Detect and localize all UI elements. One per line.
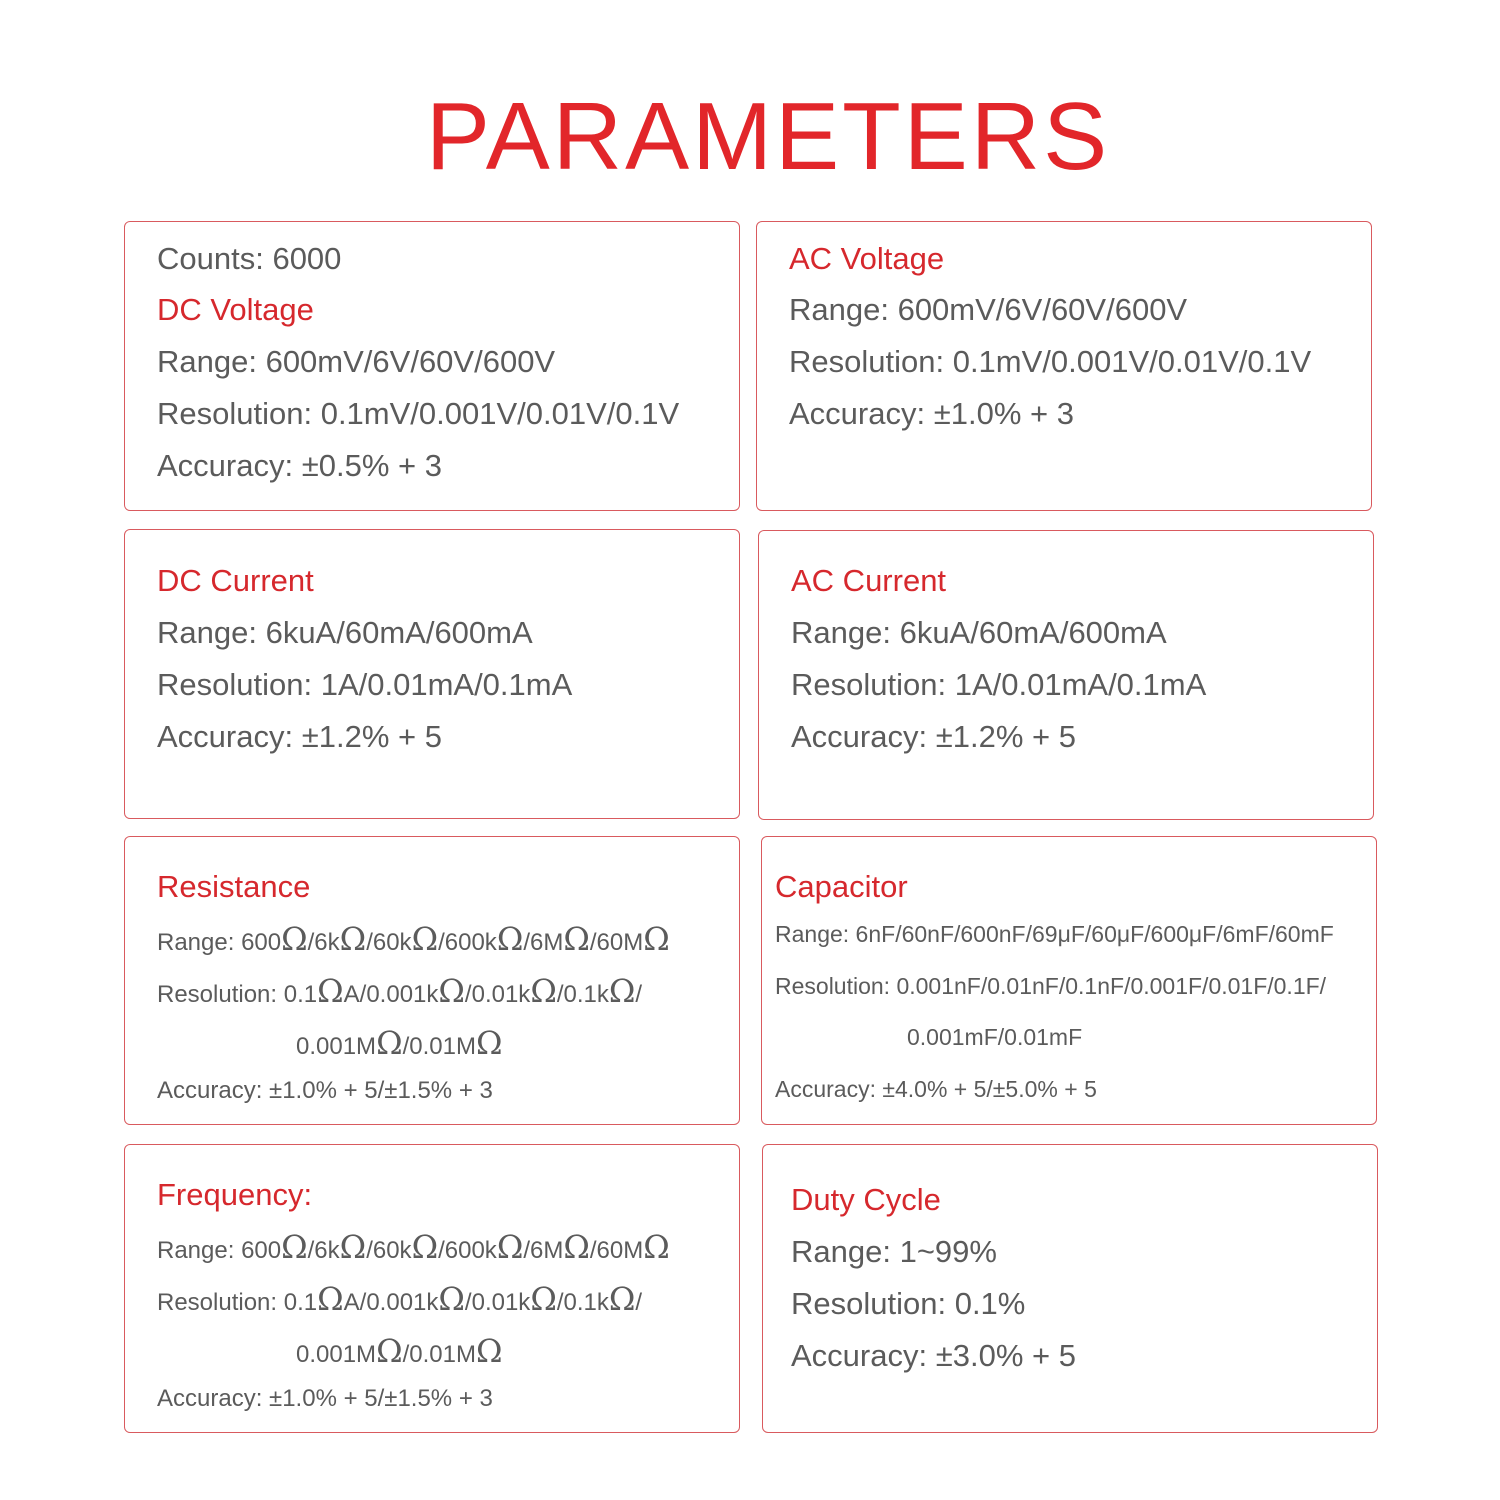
range-label: Range:: [157, 1237, 242, 1264]
resolution-part: /0.1k: [556, 1289, 609, 1316]
resolution-part: /0.01M: [402, 1033, 476, 1060]
ohm-symbol: Ω: [281, 1228, 308, 1266]
resistance-heading: Resistance: [157, 869, 311, 904]
ohm-symbol: Ω: [563, 920, 590, 958]
card-frequency: [124, 1144, 740, 1433]
ohm-symbol: Ω: [411, 920, 439, 958]
ohm-symbol: Ω: [438, 1280, 465, 1318]
ohm-symbol: Ω: [643, 1228, 670, 1266]
ac-voltage-accuracy: Accuracy: ±1.0% + 3: [789, 396, 1074, 431]
frequency-range: [157, 1228, 670, 1266]
dc-voltage-heading: DC Voltage: [157, 292, 314, 327]
ohm-symbol: Ω: [608, 1280, 636, 1318]
frequency-accuracy: Accuracy: ±1.0% + 5/±1.5% + 3: [157, 1385, 493, 1412]
resolution-part: /0.01k: [464, 1289, 531, 1316]
dc-voltage-accuracy: Accuracy: ±0.5% + 3: [157, 448, 442, 483]
ohm-symbol: Ω: [438, 972, 465, 1010]
card-capacitor: [761, 836, 1377, 1125]
capacitor-resolution-line2: 0.001mF/0.01mF: [907, 1024, 1083, 1050]
resolution-part: 0.001M: [296, 1341, 377, 1368]
capacitor-range: Range: 6nF/60nF/600nF/69μF/60μF/600μF/6mF/60mF: [775, 921, 1334, 947]
range-part: /60M: [589, 929, 644, 956]
page-title: PARAMETERS: [425, 83, 1111, 190]
ohm-symbol: Ω: [608, 972, 636, 1010]
resistance-resolution: [157, 972, 643, 1010]
card-ac-current: [758, 530, 1374, 820]
resolution-part: /0.1k: [556, 981, 609, 1008]
ohm-symbol: Ω: [376, 1332, 403, 1370]
ohm-symbol: Ω: [530, 1280, 557, 1318]
ohm-symbol: Ω: [496, 920, 524, 958]
capacitor-heading: Capacitor: [775, 869, 908, 904]
range-part: /6k: [307, 929, 340, 956]
range-part: /6M: [523, 929, 564, 956]
ohm-symbol: Ω: [411, 1228, 439, 1266]
range-part: 600: [241, 929, 282, 956]
frequency-resolution-line2: [296, 1332, 503, 1370]
range-label: Range:: [157, 929, 242, 956]
resolution-part: /0.01M: [402, 1341, 476, 1368]
frequency-resolution: [157, 1280, 643, 1318]
resistance-accuracy: Accuracy: ±1.0% + 5/±1.5% + 3: [157, 1077, 493, 1104]
ohm-symbol: Ω: [376, 1024, 403, 1062]
resolution-part: /: [635, 1289, 643, 1316]
ac-current-heading: AC Current: [791, 563, 947, 598]
range-part: 600: [241, 1237, 282, 1264]
ohm-symbol: Ω: [563, 1228, 590, 1266]
ac-voltage-range: Range: 600mV/6V/60V/600V: [789, 292, 1188, 327]
dc-current-heading: DC Current: [157, 563, 314, 598]
card-resistance: [124, 836, 740, 1125]
range-part: /60M: [589, 1237, 644, 1264]
resolution-label: Resolution:: [157, 1289, 284, 1316]
ac-current-accuracy: Accuracy: ±1.2% + 5: [791, 719, 1076, 754]
ac-voltage-resolution: Resolution: 0.1mV/0.001V/0.01V/0.1V: [789, 344, 1312, 379]
ohm-symbol: Ω: [496, 1228, 524, 1266]
resolution-part: /0.01k: [464, 981, 531, 1008]
ac-voltage-heading: AC Voltage: [789, 241, 945, 276]
ac-current-resolution: Resolution: 1A/0.01mA/0.1mA: [791, 667, 1207, 702]
ohm-symbol: Ω: [317, 1280, 344, 1318]
ohm-symbol: Ω: [317, 972, 344, 1010]
range-part: /6M: [523, 1237, 564, 1264]
counts-text: Counts: 6000: [157, 241, 342, 276]
range-part: /600k: [438, 1237, 497, 1264]
resolution-part: 0.001M: [296, 1033, 377, 1060]
ohm-symbol: Ω: [530, 972, 557, 1010]
frequency-heading: Frequency:: [157, 1177, 313, 1212]
resolution-part: 0.1: [283, 1289, 318, 1316]
resistance-resolution-line2: [296, 1024, 503, 1062]
resolution-part: A/0.001k: [343, 981, 439, 1008]
capacitor-resolution: Resolution: 0.001nF/0.01nF/0.1nF/0.001F/0.01F/0.1F/: [775, 973, 1327, 999]
dc-current-range: Range: 6kuA/60mA/600mA: [157, 615, 533, 650]
card-ac-voltage: [756, 221, 1372, 511]
range-part: /600k: [438, 929, 497, 956]
ohm-symbol: Ω: [339, 1228, 367, 1266]
range-part: /60k: [366, 929, 412, 956]
ohm-symbol: Ω: [643, 920, 670, 958]
duty-cycle-range: Range: 1~99%: [791, 1234, 997, 1269]
duty-cycle-accuracy: Accuracy: ±3.0% + 5: [791, 1338, 1076, 1373]
ohm-symbol: Ω: [475, 1024, 503, 1062]
resolution-part: 0.1: [283, 981, 318, 1008]
dc-voltage-range: Range: 600mV/6V/60V/600V: [157, 344, 556, 379]
card-duty-cycle: [762, 1144, 1378, 1433]
capacitor-accuracy: Accuracy: ±4.0% + 5/±5.0% + 5: [775, 1076, 1097, 1102]
dc-current-accuracy: Accuracy: ±1.2% + 5: [157, 719, 442, 754]
duty-cycle-heading: Duty Cycle: [791, 1182, 941, 1217]
dc-current-resolution: Resolution: 1A/0.01mA/0.1mA: [157, 667, 573, 702]
resolution-label: Resolution:: [157, 981, 284, 1008]
range-part: /6k: [307, 1237, 340, 1264]
dc-voltage-resolution: Resolution: 0.1mV/0.001V/0.01V/0.1V: [157, 396, 680, 431]
resolution-part: /: [635, 981, 643, 1008]
range-part: /60k: [366, 1237, 412, 1264]
ohm-symbol: Ω: [339, 920, 367, 958]
card-dc-voltage: [124, 221, 740, 511]
ohm-symbol: Ω: [281, 920, 308, 958]
duty-cycle-resolution: Resolution: 0.1%: [791, 1286, 1026, 1321]
ohm-symbol: Ω: [475, 1332, 503, 1370]
resistance-range: [157, 920, 670, 958]
card-dc-current: [124, 529, 740, 819]
resolution-part: A/0.001k: [343, 1289, 439, 1316]
ac-current-range: Range: 6kuA/60mA/600mA: [791, 615, 1167, 650]
